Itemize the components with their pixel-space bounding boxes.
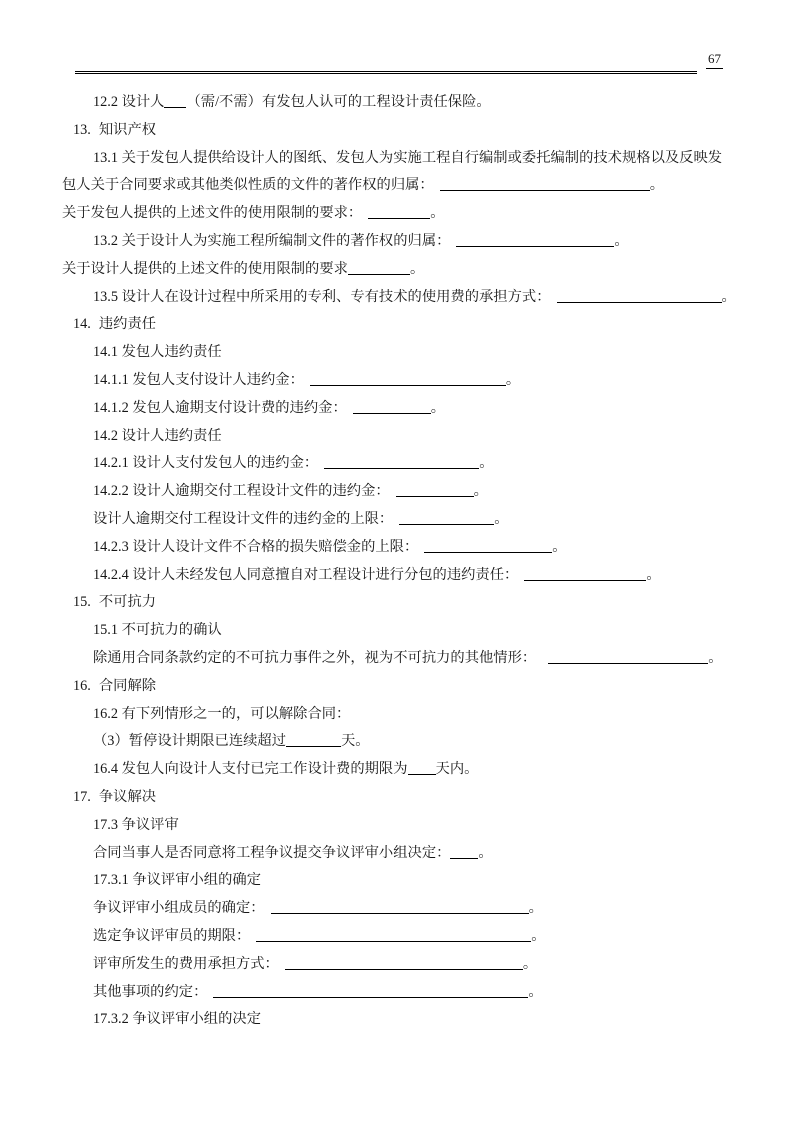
section-heading xyxy=(73,589,793,617)
document-line xyxy=(62,172,793,200)
line-text: 其他事项的约定： xyxy=(93,983,208,1000)
section-number: 14. xyxy=(73,316,91,333)
document-line xyxy=(93,339,793,367)
document-line xyxy=(93,395,793,423)
line-text: 天内。 xyxy=(435,761,479,778)
document-line xyxy=(93,478,793,506)
document-line xyxy=(93,1006,793,1034)
section-number: 17. xyxy=(73,788,91,805)
document-line xyxy=(93,701,793,729)
spacer xyxy=(91,327,99,328)
fill-in-blank xyxy=(256,929,531,942)
line-text: 。 xyxy=(646,566,661,583)
section-title: 违约责任 xyxy=(98,316,157,333)
document-line xyxy=(93,840,793,868)
section-number: 15. xyxy=(73,594,91,611)
line-text: 关于发包人提供的上述文件的使用限制的要求： xyxy=(62,205,363,222)
line-text: 17.3 争议评审 xyxy=(93,816,179,833)
line-text: 。 xyxy=(494,510,509,527)
line-text: 13.2 关于设计人为实施工程所编制文件的著作权的归属： xyxy=(93,232,451,249)
section-number: 13. xyxy=(73,121,91,138)
line-text: （需/不需）有发包人认可的工程设计责任保险。 xyxy=(186,94,491,110)
fill-in-blank xyxy=(548,651,708,664)
line-text: 。 xyxy=(721,288,736,305)
line-text: 。 xyxy=(531,927,546,944)
fill-in-blank xyxy=(353,401,431,414)
document-body xyxy=(0,74,793,1034)
fill-in-blank xyxy=(310,373,506,386)
line-text: 14.2.3 设计人设计文件不合格的损失赔偿金的上限： xyxy=(93,538,419,555)
fill-in-blank xyxy=(408,762,436,775)
document-line xyxy=(93,812,793,840)
fill-in-blank xyxy=(456,234,614,247)
line-text: 争议评审小组成员的确定： xyxy=(93,900,265,917)
page-number: 67 xyxy=(706,52,723,69)
spacer xyxy=(536,661,548,662)
document-line xyxy=(93,506,793,534)
spacer xyxy=(91,689,99,690)
fill-in-blank xyxy=(399,512,494,525)
document-line xyxy=(93,450,793,478)
line-text: 。 xyxy=(479,455,494,472)
header-rule xyxy=(75,71,697,74)
line-text: 16.2 有下列情形之一的，可以解除合同： xyxy=(93,705,351,722)
document-line xyxy=(93,145,793,173)
line-text: 12.2 设计人 xyxy=(93,94,165,110)
line-text: （3）暂停设计期限已连续超过 xyxy=(93,733,287,750)
line-text: 。 xyxy=(649,177,665,194)
fill-in-blank xyxy=(424,540,552,553)
line-text: 14.2.4 设计人未经发包人同意擅自对工程设计进行分包的违约责任： xyxy=(93,566,519,583)
line-text: 14.2.2 设计人逾期交付工程设计文件的违约金： xyxy=(93,483,390,500)
line-text: 评审所发生的费用承担方式： xyxy=(93,955,279,972)
fill-in-blank xyxy=(440,178,650,191)
document-line xyxy=(93,979,793,1007)
section-heading xyxy=(73,311,793,339)
line-text: 。 xyxy=(708,649,723,666)
document-line xyxy=(93,951,793,979)
line-text: 。 xyxy=(505,371,521,388)
line-text: 天。 xyxy=(341,733,370,750)
document-line xyxy=(93,284,793,312)
spacer xyxy=(91,133,99,134)
fill-in-blank xyxy=(348,262,410,275)
fill-in-blank xyxy=(450,846,478,859)
line-text: 。 xyxy=(430,399,446,416)
line-text: 。 xyxy=(430,205,445,222)
line-text: 16.4 发包人向设计人支付已完工作设计费的期限为 xyxy=(93,761,408,778)
document-line xyxy=(93,645,793,673)
spacer xyxy=(91,800,99,801)
document-line xyxy=(93,367,793,395)
line-text: 。 xyxy=(409,260,425,277)
line-text: 。 xyxy=(552,538,567,555)
document-line xyxy=(93,534,793,562)
line-text: 除通用合同条款约定的不可抗力事件之外，视为不可抗力的其他情形： xyxy=(93,649,537,666)
fill-in-blank xyxy=(213,985,528,998)
document-line xyxy=(93,728,793,756)
document-line xyxy=(93,756,793,784)
line-text: 。 xyxy=(473,483,488,500)
document-line xyxy=(93,895,793,923)
fill-in-blank xyxy=(271,901,529,914)
document-line xyxy=(93,228,793,256)
line-text: 14.1.1 发包人支付设计人违约金： xyxy=(93,371,304,388)
line-text: 14.1 发包人违约责任 xyxy=(93,344,222,361)
section-title: 争议解决 xyxy=(98,788,157,805)
section-heading xyxy=(73,673,793,701)
fill-in-blank xyxy=(557,290,722,303)
fill-in-blank xyxy=(524,568,646,581)
document-line xyxy=(93,89,793,117)
section-number: 16. xyxy=(73,677,91,694)
line-text: 17.3.1 争议评审小组的确定 xyxy=(93,872,261,889)
line-text: 。 xyxy=(522,955,538,972)
fill-in-blank xyxy=(286,734,341,747)
document-line xyxy=(93,867,793,895)
document-line xyxy=(62,256,793,284)
line-text: 13.5 设计人在设计过程中所采用的专利、专有技术的使用费的承担方式： xyxy=(93,288,551,305)
line-text: 14.2 设计人违约责任 xyxy=(93,427,222,444)
line-text: 。 xyxy=(614,232,629,249)
section-heading xyxy=(73,784,793,812)
fill-in-blank xyxy=(396,484,474,497)
page-header xyxy=(0,0,793,74)
line-text: 14.1.2 发包人逾期支付设计费的违约金： xyxy=(93,399,347,416)
fill-in-blank xyxy=(324,456,479,469)
line-text: 。 xyxy=(528,900,543,917)
line-text: 关于设计人提供的上述文件的使用限制的要求 xyxy=(62,260,348,277)
line-text: 选定争议评审员的期限： xyxy=(93,927,251,944)
line-text: 合同当事人是否同意将工程争议提交争议评审小组决定： xyxy=(93,844,451,861)
document-line xyxy=(93,617,793,645)
line-text: 14.2.1 设计人支付发包人的违约金： xyxy=(93,455,319,472)
section-title: 不可抗力 xyxy=(98,594,157,611)
fill-in-blank xyxy=(164,95,186,108)
spacer xyxy=(91,605,99,606)
line-text: 15.1 不可抗力的确认 xyxy=(93,622,222,639)
line-text: 13.1 关于发包人提供给设计人的图纸、发包人为实施工程自行编制或委托编制的技术规格以及反映发 xyxy=(93,149,723,166)
document-line xyxy=(93,923,793,951)
line-text: 。 xyxy=(478,844,493,861)
line-text: 包人关于合同要求或其他类似性质的文件的著作权的归属： xyxy=(62,177,434,194)
fill-in-blank xyxy=(285,957,523,970)
line-text: 17.3.2 争议评审小组的决定 xyxy=(93,1011,261,1028)
document-line xyxy=(93,423,793,451)
line-text: 设计人逾期交付工程设计文件的违约金的上限： xyxy=(93,510,394,527)
line-text: 。 xyxy=(528,983,543,1000)
fill-in-blank xyxy=(368,206,430,219)
section-title: 合同解除 xyxy=(98,677,157,694)
section-title: 知识产权 xyxy=(98,121,157,138)
document-line xyxy=(62,200,793,228)
document-line xyxy=(93,562,793,590)
section-heading xyxy=(73,117,793,145)
